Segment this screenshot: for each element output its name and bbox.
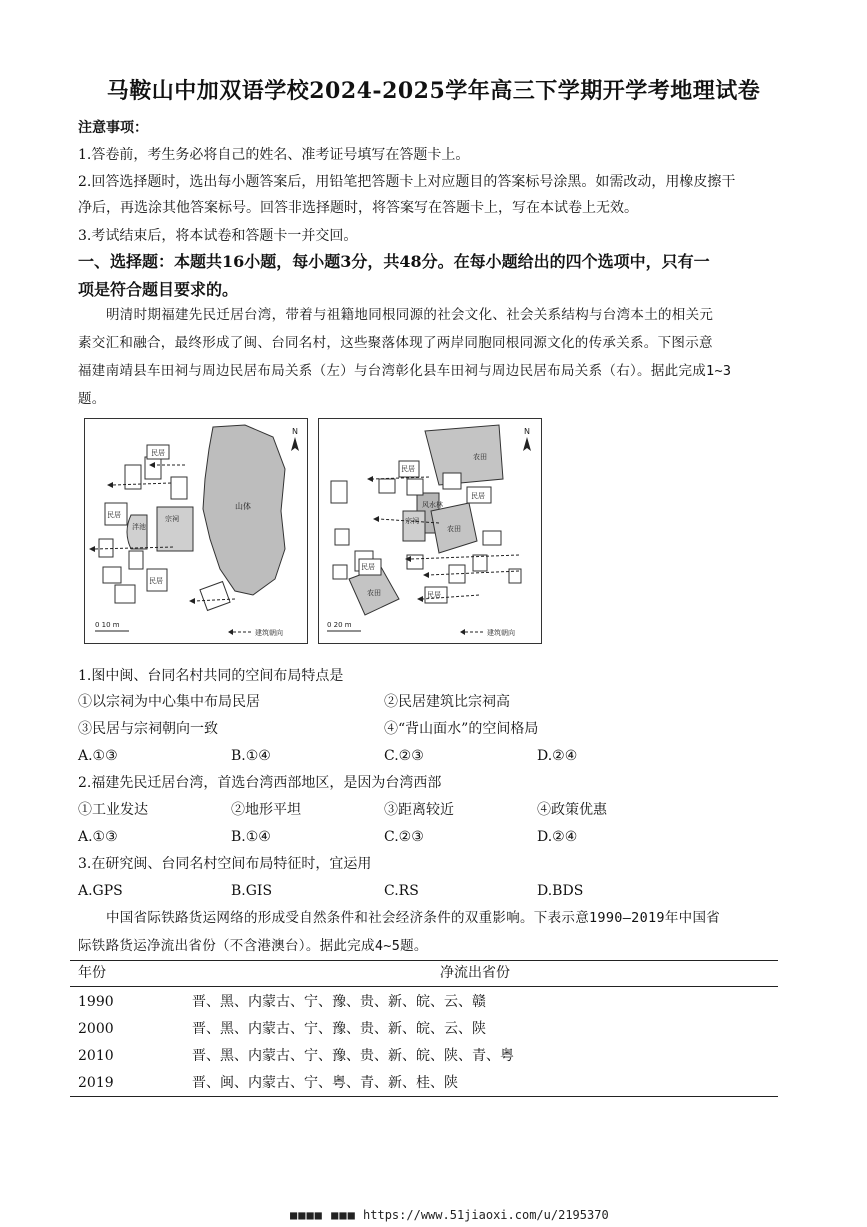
- house-label: 民居: [151, 449, 165, 457]
- question-3-choice-a[interactable]: A.GPS: [78, 883, 123, 899]
- legend-arrow-head: [228, 629, 233, 635]
- house: [473, 555, 487, 571]
- passage-2-line: 中国省际铁路货运网络的形成受自然条件和社会经济条件的双重影响。下表示意1990—2019年中国省: [106, 910, 721, 926]
- farm-shape: [425, 425, 503, 485]
- section-heading: [78, 248, 798, 304]
- notice-item-1: 1.答卷前，考生务必将自己的姓名、准考证号填写在答题卡上。: [78, 147, 470, 163]
- forest-label: 风水林: [422, 501, 443, 509]
- question-3-choice-c[interactable]: C.RS: [384, 883, 419, 899]
- question-2-choice-b[interactable]: B.①④: [231, 829, 271, 845]
- north-label: N: [524, 427, 530, 436]
- house: [509, 569, 521, 583]
- scale-label: 0 20 m: [327, 621, 352, 629]
- legend-label: 建筑朝向: [487, 629, 515, 637]
- house-label: 民居: [427, 591, 441, 599]
- house: [331, 481, 347, 503]
- table-row-provinces: 晋、黑、内蒙古、宁、豫、贵、新、皖、云、赣: [192, 994, 486, 1010]
- map-right-svg: [319, 419, 541, 643]
- footer-marks: ■■■■ ■■■: [290, 1208, 356, 1222]
- passage-2: [78, 904, 794, 960]
- question-2-item: ④政策优惠: [537, 802, 607, 818]
- question-2-choice-d[interactable]: D.②④: [537, 829, 578, 845]
- farm-label: 农田: [473, 453, 487, 461]
- question-1-item: ③民居与宗祠朝向一致: [78, 721, 218, 737]
- table-row-provinces: 晋、闽、内蒙古、宁、粤、青、新、桂、陕: [192, 1075, 458, 1091]
- figure-pair: [80, 418, 550, 648]
- house: [483, 531, 501, 545]
- house: [99, 539, 113, 557]
- question-1-choice-b[interactable]: B.①④: [231, 748, 271, 764]
- house: [333, 565, 347, 579]
- exam-title: 马鞍山中加双语学校2024-2025学年高三下学期开学考地理试卷: [106, 78, 761, 104]
- question-2-item: ①工业发达: [78, 802, 148, 818]
- house-label: 民居: [107, 511, 121, 519]
- question-1-choice-a[interactable]: A.①③: [78, 748, 118, 764]
- temple-label: 宗祠: [165, 515, 179, 523]
- house: [407, 479, 423, 495]
- table-row-year: 2019: [78, 1075, 114, 1091]
- temple-shape: [403, 511, 425, 541]
- question-1-item: ④“背山面水”的空间格局: [384, 721, 539, 737]
- question-1-item: ①以宗祠为中心集中布局民居: [78, 694, 260, 710]
- map-left: [84, 418, 308, 644]
- footer-url[interactable]: https://www.51jiaoxi.com/u/2195370: [363, 1208, 609, 1222]
- house: [103, 567, 121, 583]
- question-3-stem: 3.在研究闽、台同名村空间布局特征时，宜运用: [78, 856, 372, 872]
- pond-shape: [127, 515, 147, 549]
- question-1-item: ②民居建筑比宗祠高: [384, 694, 510, 710]
- notice-heading: 注意事项：: [78, 120, 148, 136]
- house-label: 民居: [361, 563, 375, 571]
- house: [443, 473, 461, 489]
- passage-1-line: 明清时期福建先民迁居台湾，带着与祖籍地同根同源的社会文化、社会关系结构与台湾本土的相关元: [106, 307, 714, 323]
- mountain-label: 山体: [235, 502, 251, 511]
- question-1-choice-d[interactable]: D.②④: [537, 748, 578, 764]
- house: [129, 551, 143, 569]
- legend-label: 建筑朝向: [255, 629, 283, 637]
- temple-label: 宗祠: [405, 517, 419, 525]
- passage-1-line: 素交汇和融合，最终形成了闽、台同名村，这些聚落体现了两岸同胞同根同源文化的传承关系。下图示意: [78, 335, 713, 351]
- scale-label: 0 10 m: [95, 621, 120, 629]
- footer: [290, 1208, 609, 1222]
- question-2-choice-c[interactable]: C.②③: [384, 829, 424, 845]
- table-header-year: 年份: [78, 965, 106, 981]
- table-bottom-rule: [70, 1096, 778, 1097]
- north-arrow-icon: [291, 437, 299, 451]
- house-label: 民居: [471, 492, 485, 500]
- question-2-choice-a[interactable]: A.①③: [78, 829, 118, 845]
- house-label: 民居: [149, 577, 163, 585]
- question-2-item: ③距离较近: [384, 802, 454, 818]
- table-header-rule: [70, 986, 778, 987]
- question-2-item: ②地形平坦: [231, 802, 301, 818]
- table-row-year: 2000: [78, 1021, 114, 1037]
- question-1-stem: 1.图中闽、台同名村共同的空间布局特点是: [78, 668, 344, 684]
- map-left-svg: [85, 419, 307, 643]
- table-row-year: 1990: [78, 994, 114, 1010]
- question-2-stem: 2.福建先民迁居台湾，首选台湾西部地区，是因为台湾西部: [78, 775, 442, 791]
- farm-label: 农田: [367, 589, 381, 597]
- section-heading-line1: 一、选择题：本题共16小题，每小题3分，共48分。在每小题给出的四个选项中，只有一: [78, 252, 710, 271]
- table-row-provinces: 晋、黑、内蒙古、宁、豫、贵、新、皖、云、陕: [192, 1021, 486, 1037]
- notice-item-3: 3.考试结束后，将本试卷和答题卡一并交回。: [78, 228, 358, 244]
- passage-2-line: 际铁路货运净流出省份（不含港澳台）。据此完成4~5题。: [78, 938, 428, 954]
- house: [379, 479, 395, 493]
- house: [335, 529, 349, 545]
- passage-1-line: 福建南靖县车田祠与周边民居布局关系（左）与台湾彰化县车田祠与周边民居布局关系（右）。据此完成1~3: [78, 363, 732, 379]
- notice-item-2: 2.回答选择题时，选出每小题答案后，用铅笔把答题卡上对应题目的答案标号涂黑。如需改动，用橡皮擦干: [78, 174, 736, 190]
- table-top-rule: [70, 960, 778, 961]
- question-1-choice-c[interactable]: C.②③: [384, 748, 424, 764]
- north-label: N: [292, 427, 298, 436]
- house-label: 民居: [401, 465, 415, 473]
- table-header-provinces: 净流出省份: [440, 965, 510, 981]
- question-3-choice-b[interactable]: B.GIS: [231, 883, 273, 899]
- farm-label: 农田: [447, 525, 461, 533]
- temple-shape: [157, 507, 193, 551]
- question-3-choice-d[interactable]: D.BDS: [537, 883, 584, 899]
- notice-item-2-cont: 净后，再选涂其他答案标号。回答非选择题时，将答案写在答题卡上，写在本试卷上无效。: [78, 200, 638, 216]
- house: [115, 585, 135, 603]
- section-heading-line2: 项是符合题目要求的。: [78, 280, 239, 299]
- house: [145, 457, 161, 479]
- passage-1: [78, 301, 794, 413]
- house: [125, 465, 141, 489]
- house: [200, 582, 230, 611]
- passage-1-line: 题。: [78, 391, 106, 407]
- legend-arrow-head: [460, 629, 465, 635]
- map-right: [318, 418, 542, 644]
- table-row-year: 2010: [78, 1048, 114, 1064]
- north-arrow-icon: [523, 437, 531, 451]
- table-row-provinces: 晋、黑、内蒙古、宁、豫、贵、新、皖、陕、青、粤: [192, 1048, 514, 1064]
- house: [171, 477, 187, 499]
- pond-label: 泮池: [132, 523, 146, 531]
